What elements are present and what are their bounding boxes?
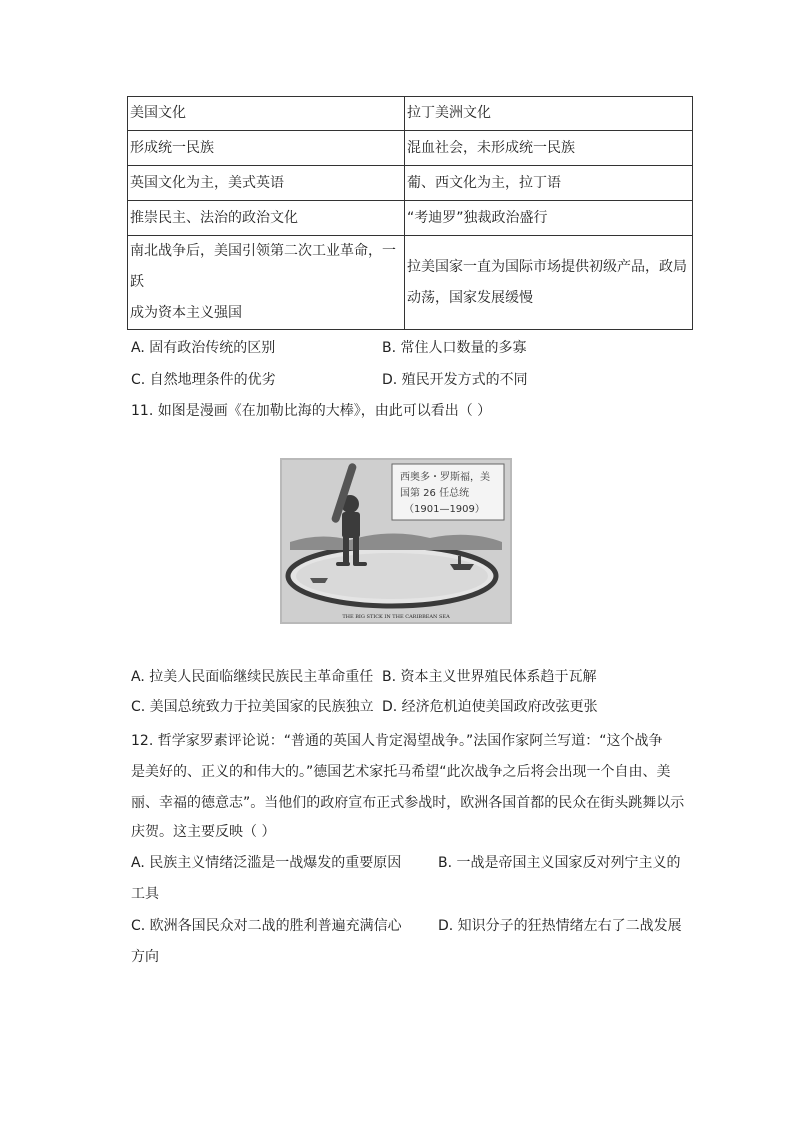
cartoon-caption-line: 西奥多・罗斯福，美 [400, 472, 490, 483]
table-cell [405, 236, 693, 330]
table-cell: 英国文化为主，美式英语 [128, 166, 405, 201]
option-a[interactable]: A. 拉美人民面临继续民族民主革命重任 [131, 669, 374, 685]
table-cell-line: 拉美国家一直为国际市场提供初级产品，政局 [407, 258, 687, 275]
table-cell-line: 动荡，国家发展缓慢 [407, 289, 533, 306]
option-c[interactable]: C. 自然地理条件的优劣 [131, 372, 276, 388]
table-cell-line: 南北战争后，美国引领第二次工业革命，一跃 [130, 243, 396, 290]
question-12-stem-line: 丽、幸福的德意志”。当他们的政府宣布正式参战时，欧洲各国首都的民众在街头跳舞以示 [131, 795, 685, 811]
table-row [128, 201, 693, 236]
option-a[interactable]: A. 民族主义情绪泛滥是一战爆发的重要原因 [131, 855, 402, 871]
option-b[interactable]: B. 资本主义世界殖民体系趋于瓦解 [382, 669, 597, 685]
option-c[interactable]: C. 欧洲各国民众对二战的胜利普遍充满信心 [131, 918, 402, 934]
option-d[interactable]: D. 知识分子的狂热情绪左右了二战发展 [438, 918, 682, 934]
cartoon-caption-line: 国第 26 任总统 [400, 488, 470, 499]
option-b[interactable]: B. 常住人口数量的多寡 [382, 340, 527, 356]
option-d[interactable]: D. 殖民开发方式的不同 [382, 372, 528, 388]
table-header-cell: 拉丁美洲文化 [405, 97, 693, 131]
table-cell-line: 成为资本主义强国 [130, 305, 242, 321]
option-a[interactable]: A. 固有政治传统的区别 [131, 340, 276, 356]
cartoon-bottom-caption: THE BIG STICK IN THE CARIBBEAN SEA [342, 614, 450, 620]
table-cell: 混血社会，未形成统一民族 [405, 131, 693, 166]
comparison-table [127, 96, 693, 330]
option-d-continued[interactable]: 方向 [131, 949, 159, 965]
table-row [128, 166, 693, 201]
table-header-cell: 美国文化 [128, 97, 405, 131]
table-row [128, 236, 693, 330]
cartoon-image [280, 458, 512, 624]
option-b-continued[interactable]: 工具 [131, 886, 159, 902]
table-row [128, 131, 693, 166]
option-d[interactable]: D. 经济危机迫使美国政府改弦更张 [382, 699, 598, 715]
table-cell: 葡、西文化为主，拉丁语 [405, 166, 693, 201]
option-b[interactable]: B. 一战是帝国主义国家反对列宁主义的 [438, 855, 681, 871]
question-12-stem-line: 是美好的、正义的和伟大的。”德国艺术家托马希望“此次战争之后将会出现一个自由、美 [131, 764, 671, 780]
table-cell: 形成统一民族 [128, 131, 405, 166]
question-11-stem: 11. 如图是漫画《在加勒比海的大棒》，由此可以看出（ ） [131, 403, 492, 419]
question-12-stem-line: 庆贺。这主要反映（ ） [131, 824, 276, 840]
table-cell [128, 236, 405, 330]
cartoon-caption-line: （1901—1909） [404, 504, 485, 515]
table-cell: 推崇民主、法治的政治文化 [128, 201, 405, 236]
question-12-stem-line: 12. 哲学家罗素评论说：“普通的英国人肯定渴望战争。”法国作家阿兰写道：“这个战争 [131, 733, 663, 749]
option-c[interactable]: C. 美国总统致力于拉美国家的民族独立 [131, 699, 374, 715]
table-header-row [128, 97, 693, 131]
table-cell: “考迪罗”独裁政治盛行 [405, 201, 693, 236]
